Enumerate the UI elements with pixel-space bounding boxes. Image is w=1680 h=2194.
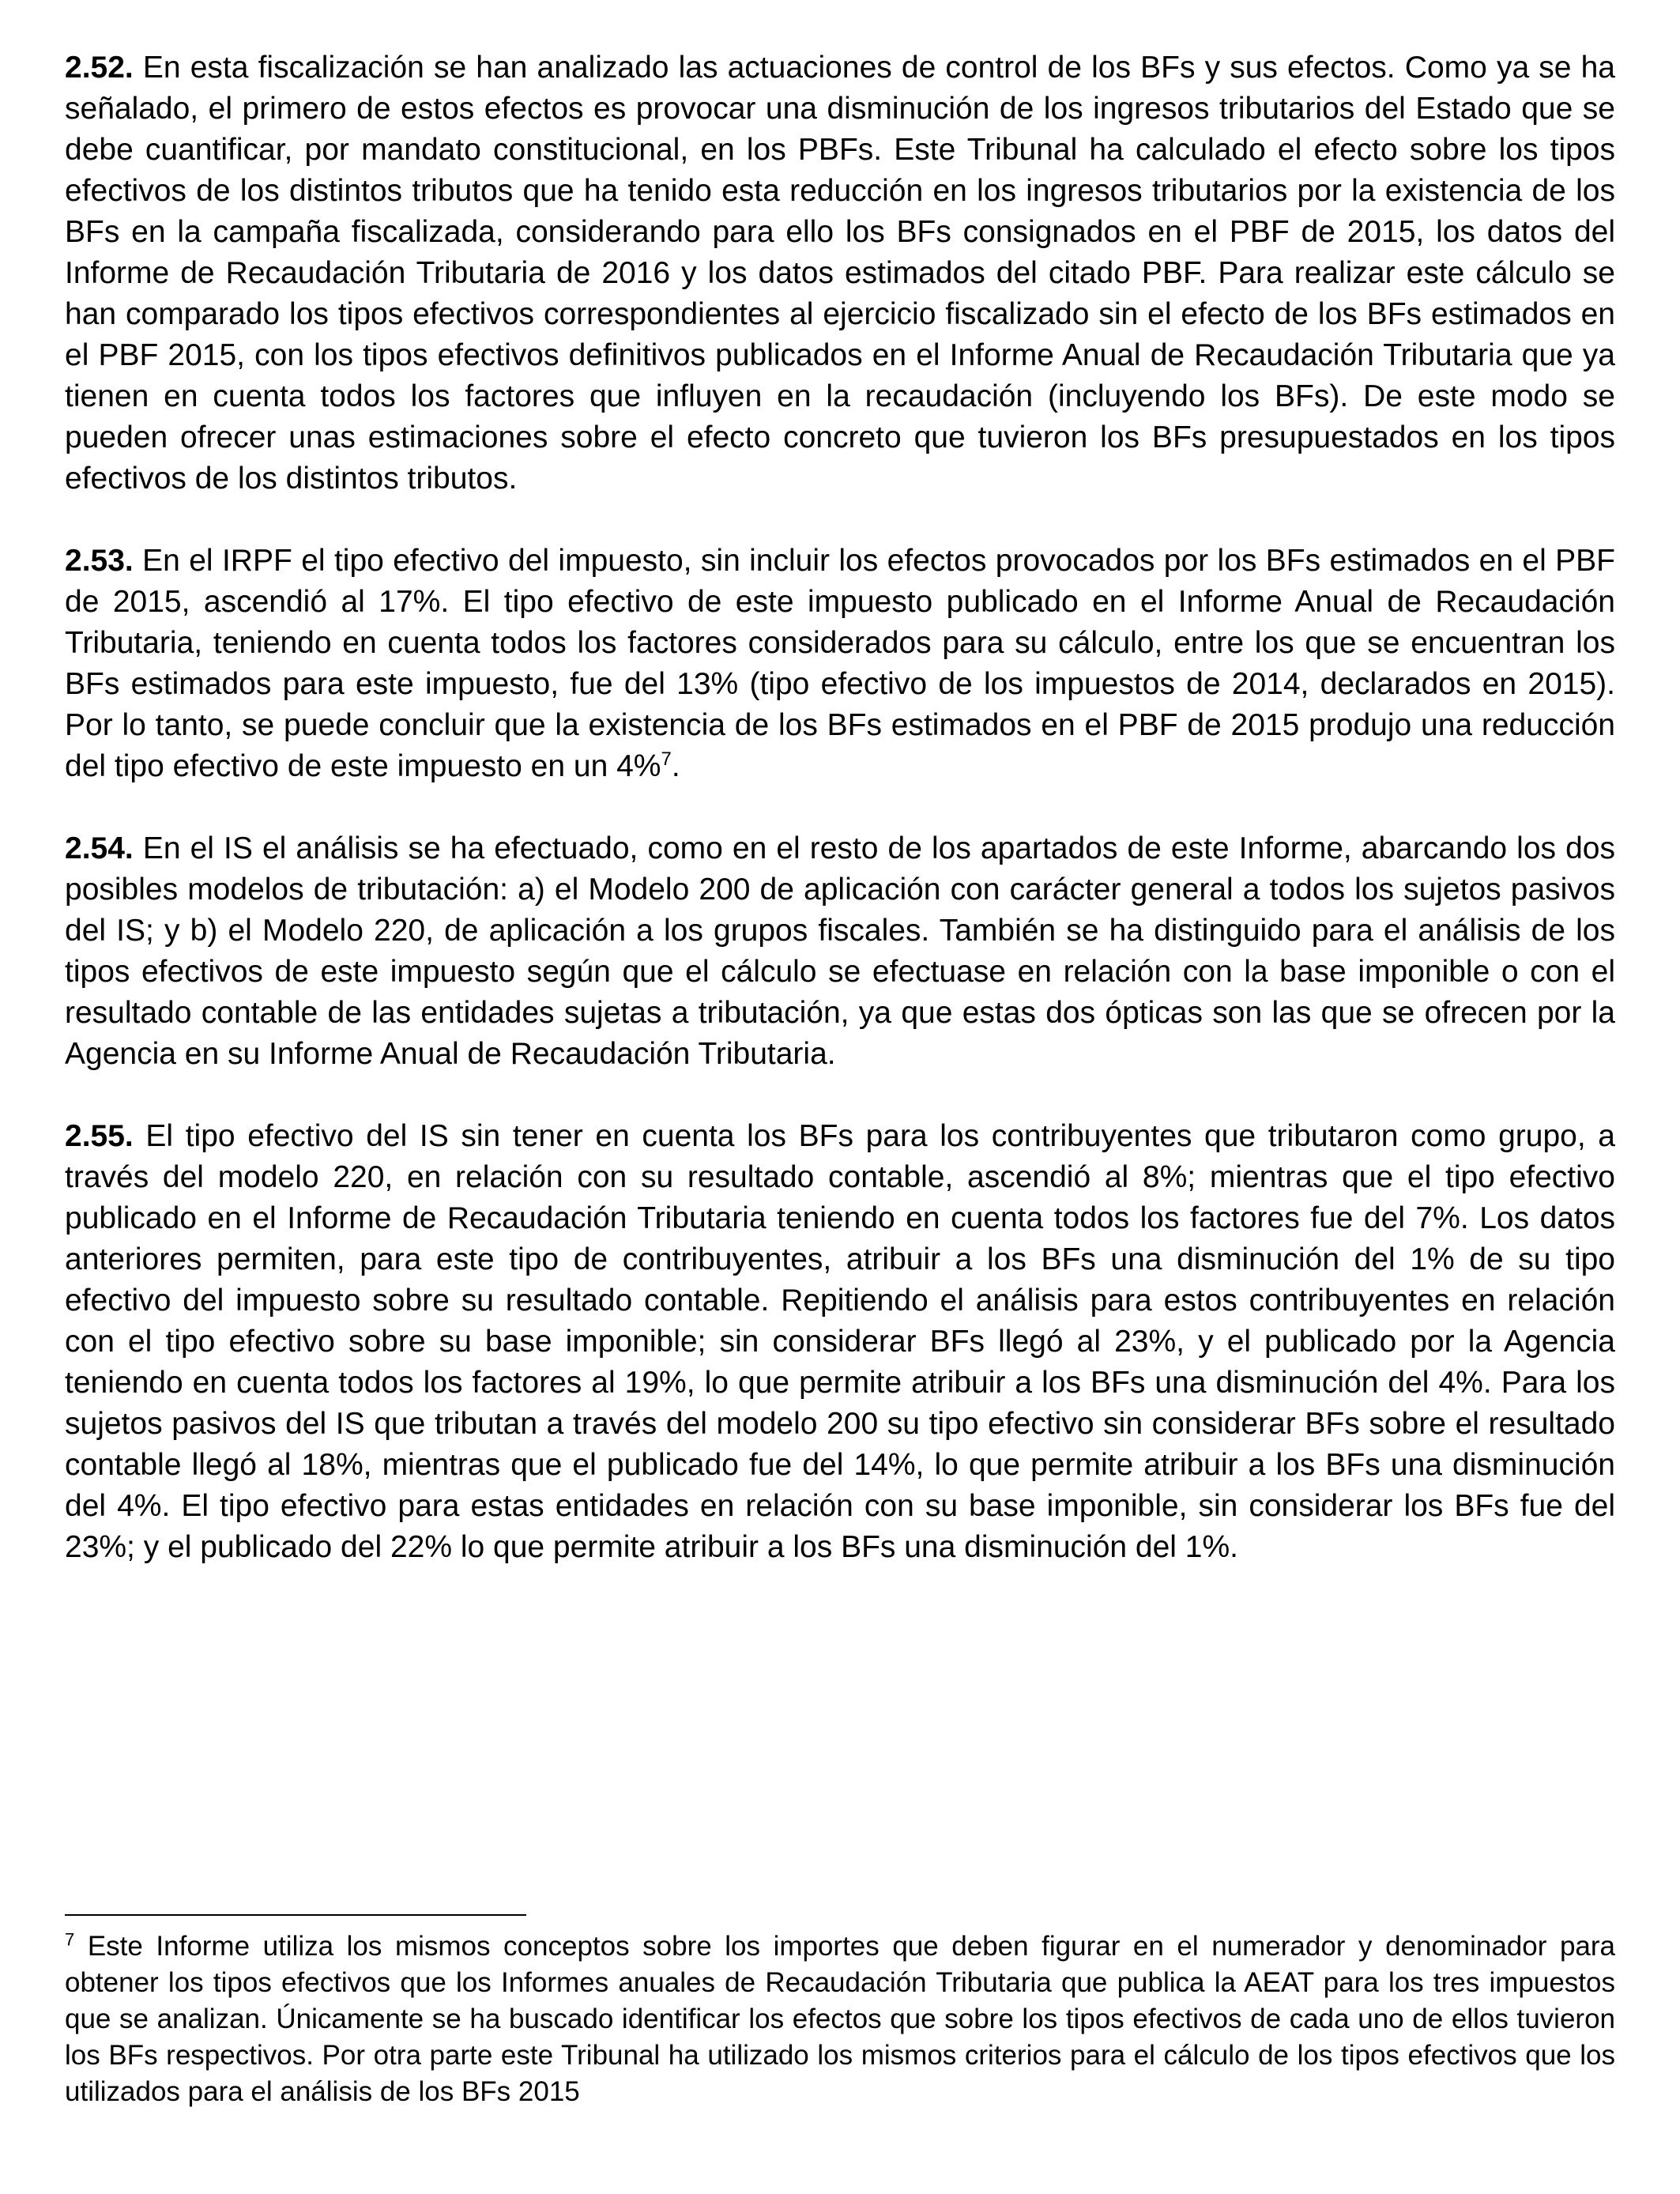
paragraph-text: En el IRPF el tipo efectivo del impuesto, sin incluir los efectos provocados por los BFs estimados en el PBF de 2015, ascendió al 17%. El tipo efectivo de este impuesto publicado en el Informe Anual de Recaudación Tributaria, teniendo en cuenta todos los factores considerados para su cálculo, entre los que se encuentran los BFs estimados para este impuesto, fue del 13% (tipo efectivo de los impuestos de 2014, declarados en 2015). Por lo tanto, se puede concluir que la existencia de los BFs estimados en el PBF de 2015 produjo una reducción del tipo efectivo de este impuesto en un 4% (65, 544, 1615, 783)
paragraph-text-end: . (671, 749, 680, 783)
footnote-reference[interactable]: 7 (661, 748, 672, 770)
paragraph-2-54 (65, 828, 1615, 1075)
paragraph-text: El tipo efectivo del IS sin tener en cuenta los BFs para los contribuyentes que tributaron como grupo, a través del modelo 220, en relación con su resultado contable, ascendió al 8%; mientras que el tipo efectivo publicado en el Informe de Recaudación Tributaria teniendo en cuenta todos los factores fue del 7%. Los datos anteriores permiten, para este tipo de contribuyentes, atribuir a los BFs una disminución del 1% de su tipo efectivo del impuesto sobre su resultado contable. Repitiendo el análisis para estos contribuyentes en relación con el tipo efectivo sobre su base imponible; sin considerar BFs llegó al 23%, y el publicado por la Agencia teniendo en cuenta todos los factores al 19%, lo que permite atribuir a los BFs una disminución del 4%. Para los sujetos pasivos del IS que tributan a través del modelo 200 su tipo efectivo sin considerar BFs sobre el resultado contable llegó al 18%, mientras que el publicado fue del 14%, lo que permite atribuir a los BFs una disminución del 4%. El tipo efectivo para estas entidades en relación con su base imponible, sin considerar los BFs fue del 23%; y el publicado del 22% lo que permite atribuir a los BFs una disminución del 1%. (65, 1119, 1615, 1564)
paragraph-text: En el IS el análisis se ha efectuado, como en el resto de los apartados de este Informe, abarcando los dos posibles modelos de tributación: a) el Modelo 200 de aplicación con carácter general a todos los sujetos pasivos del IS; y b) el Modelo 220, de aplicación a los grupos fiscales. También se ha distinguido para el análisis de los tipos efectivos de este impuesto según que el cálculo se efectuase en relación con la base imponible o con el resultado contable de las entidades sujetas a tributación, ya que estas dos ópticas son las que se ofrecen por la Agencia en su Informe Anual de Recaudación Tributaria. (65, 831, 1615, 1071)
document-body (65, 47, 1615, 1609)
footnote (65, 1928, 1615, 2110)
footnote-marker: 7 (65, 1929, 75, 1950)
paragraph-2-55 (65, 1116, 1615, 1568)
paragraph-number: 2.54. (65, 831, 134, 865)
paragraph-text: En esta fiscalización se han analizado las actuaciones de control de los BFs y sus efectos. Como ya se ha señalado, el primero de estos efectos es provocar una disminución de los ingresos tributarios del Estado que se debe cuantificar, por mandato constitucional, en los PBFs. Este Tribunal ha calculado el efecto sobre los tipos efectivos de los distintos tributos que ha tenido esta reducción en los ingresos tributarios por la existencia de los BFs en la campaña fiscalizada, considerando para ello los BFs consignados en el PBF de 2015, los datos del Informe de Recaudación Tributaria de 2016 y los datos estimados del citado PBF. Para realizar este cálculo se han comparado los tipos efectivos correspondientes al ejercicio fiscalizado sin el efecto de los BFs estimados en el PBF 2015, con los tipos efectivos definitivos publicados en el Informe Anual de Recaudación Tributaria que ya tienen en cuenta todos los factores que influyen en la recaudación (incluyendo los BFs). De este modo se pueden ofrecer unas estimaciones sobre el efecto concreto que tuvieron los BFs presupuestados en los tipos efectivos de los distintos tributos. (65, 51, 1615, 496)
paragraph-number: 2.52. (65, 51, 134, 85)
paragraph-2-52 (65, 47, 1615, 499)
footnote-separator (65, 1914, 526, 1916)
paragraph-number: 2.55. (65, 1119, 134, 1153)
paragraph-2-53 (65, 541, 1615, 787)
paragraph-number: 2.53. (65, 544, 134, 578)
footnote-text: Este Informe utiliza los mismos conceptos sobre los importes que deben figurar en el numerador y denominador para obtener los tipos efectivos que los Informes anuales de Recaudación Tributaria que publica la AEAT para los tres impuestos que se analizan. Únicamente se ha buscado identificar los efectos que sobre los tipos efectivos de cada uno de ellos tuvieron los BFs respectivos. Por otra parte este Tribunal ha utilizado los mismos criterios para el cálculo de los tipos efectivos que los utilizados para el análisis de los BFs 2015 (65, 1931, 1615, 2107)
